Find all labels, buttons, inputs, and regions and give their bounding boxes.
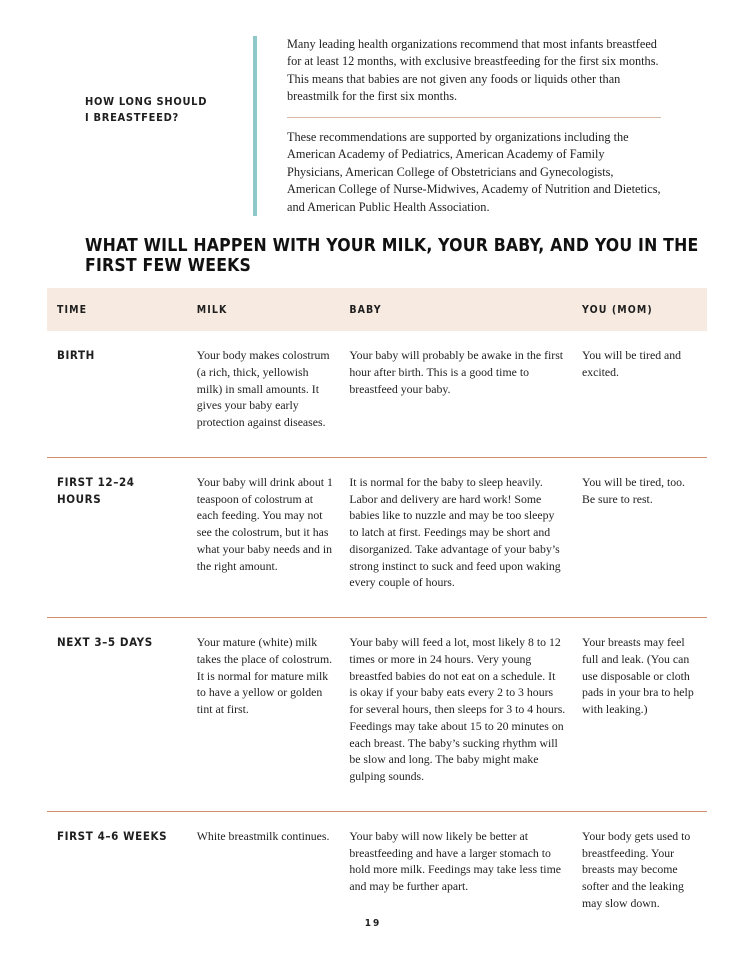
callout-heading — [85, 36, 253, 126]
table-head — [47, 288, 707, 331]
table-row — [47, 618, 707, 812]
row-baby-cell: It is normal for the baby to sleep heavily. Labor and delivery are hard work! Some babies like to nuzzle and may be too sleepy to latch at first. Feedings may be short and disorganized. Take advantage of your baby’s strong instinct to suck and feed upon waking every couple of hours. — [341, 457, 574, 617]
table-header-row — [47, 288, 707, 331]
row-time-label: BIRTH — [57, 348, 95, 362]
column-header-time: TIME — [57, 304, 88, 316]
callout-heading-line-1: HOW LONG SHOULD — [85, 95, 208, 108]
row-you-cell: Your breasts may feel full and leak. (You can use disposable or cloth pads in your bra to help with leaking.) — [574, 618, 707, 812]
callout-paragraph-1: Many leading health organizations recommend that most infants breastfeed for at least 12 months, with exclusive breastfeeding for the first six months. This means that babies are not given any foods or liquids other than breastmilk for the first six months. — [287, 37, 659, 104]
row-time-label: FIRST 4–6 WEEKS — [57, 828, 168, 843]
table-row — [47, 457, 707, 617]
table-body — [47, 331, 707, 938]
callout-paragraph-2: These recommendations are supported by organizations including the American Academy of Pediatrics, American Academy of Family Physicians, American College of Obstetricians and Gynecologists, American College of Nurse-Midwives, Academy of Nutrition and Dietetics, and American Public Health Association. — [287, 129, 661, 214]
column-header-you: YOU (MOM) — [582, 304, 653, 316]
row-you-cell: Your body gets used to breastfeeding. Your breasts may become softer and the leaking may slow down. — [574, 811, 707, 937]
row-time-cell — [47, 457, 189, 617]
milk-baby-you-table — [47, 288, 707, 938]
row-time-cell — [47, 618, 189, 812]
section-title: WHAT WILL HAPPEN WITH YOUR MILK, YOUR BABY, AND YOU IN THE FIRST FEW WEEKS — [85, 236, 699, 276]
accent-bar — [253, 36, 257, 216]
row-baby-cell: Your baby will feed a lot, most likely 8 to 12 times or more in 24 hours. Very young breastfed babies do not eat on a schedule. It is okay if your baby eats every 2 to 3 hours for several hours, then sleeps for 3 to 4 hours. Feedings may take about 15 to 20 minutes on each breast. The baby’s sucking rhythm will be slow and long. The baby might make gulping sounds. — [341, 618, 574, 812]
callout-divider — [287, 117, 661, 118]
row-you-cell: You will be tired, too. Be sure to rest. — [574, 457, 707, 617]
column-header-baby: BABY — [349, 304, 382, 316]
row-milk-cell: Your baby will drink about 1 teaspoon of colostrum at each feeding. You may not see the colostrum, but it has what your baby needs and in the right amount. — [189, 457, 342, 617]
row-time-label: NEXT 3–5 DAYS — [57, 635, 153, 649]
callout-body — [287, 36, 661, 216]
row-milk-cell: White breastmilk continues. — [189, 811, 342, 937]
column-header-milk: MILK — [196, 304, 228, 316]
table-row — [47, 331, 707, 457]
row-time-cell — [47, 331, 189, 457]
row-you-cell: You will be tired and excited. — [582, 348, 682, 379]
row-milk-cell: Your mature (white) milk takes the place of colostrum. It is normal for mature milk to have a yellow or golden tint at first. — [189, 618, 342, 812]
row-time-label: FIRST 12–24 HOURS — [57, 474, 135, 506]
callout-block — [85, 36, 661, 216]
page-number: 19 — [364, 918, 382, 929]
row-baby-cell: Your baby will probably be awake in the first hour after birth. This is a good time to breastfeed your baby. — [349, 348, 564, 396]
row-milk-cell: Your body makes colostrum (a rich, thick, yellowish milk) in small amounts. It gives your baby early protection against diseases. — [196, 348, 330, 429]
row-baby-cell: Your baby will now likely be better at breastfeeding and have a larger stomach to hold more milk. Feedings may take less time and may be further apart. — [341, 811, 574, 937]
callout-heading-line-2: I BREASTFEED? — [85, 110, 179, 124]
